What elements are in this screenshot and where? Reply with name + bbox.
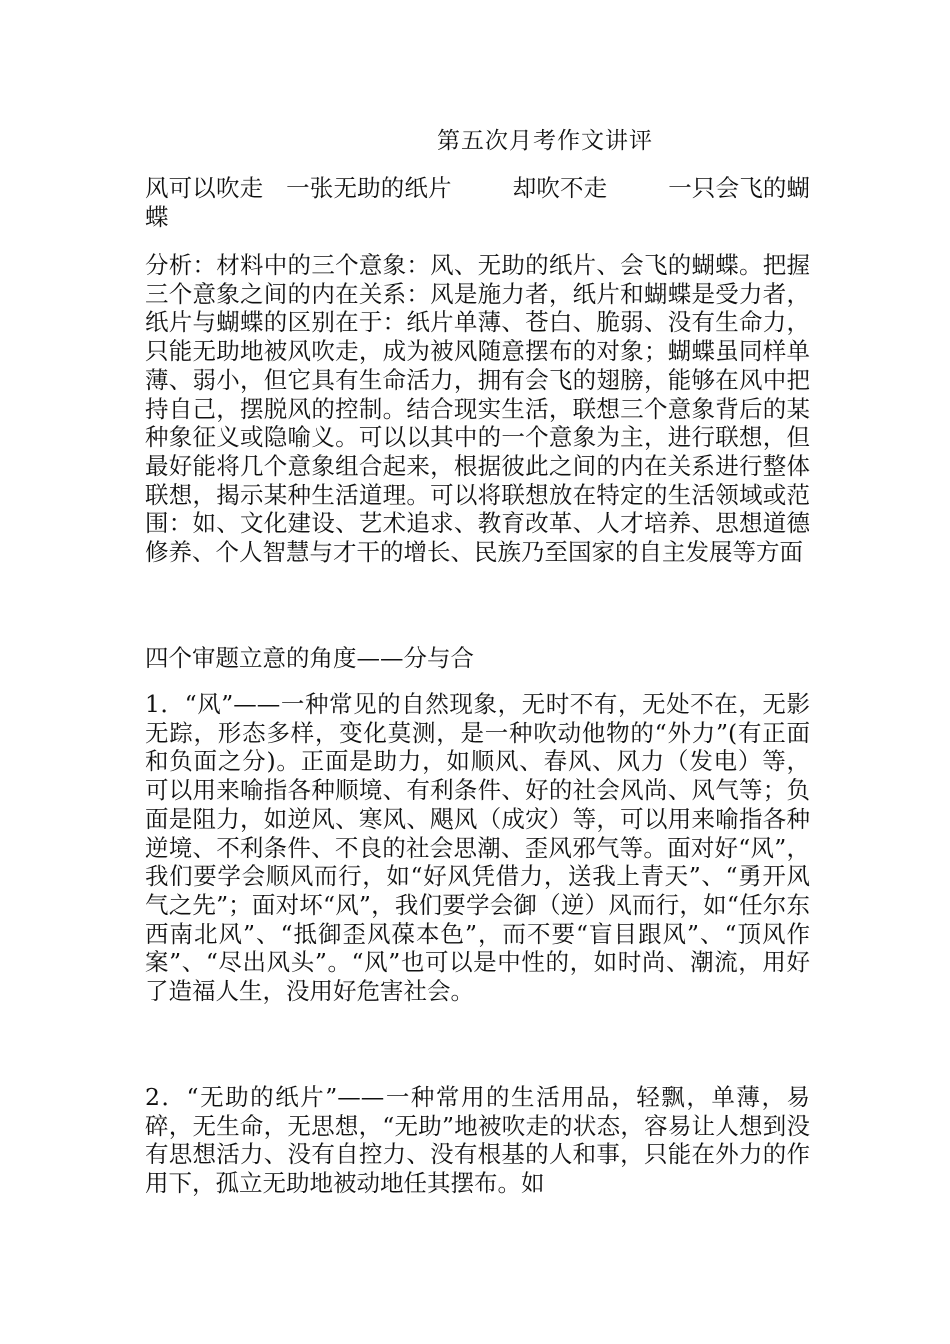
point-1-paragraph: 1．“风”——一种常见的自然现象，无时不有，无处不在，无影无踪，形态多样，变化莫测，是一种吹动他物的“外力”(有正面和负面之分)。正面是助力，如顺风、春风、风力（发电）等，可以用来喻指各种顺境、有利条件、好的社会风尚、风气等；负面是阻力，如逆风、寒风、飓风（成灾）等，可以用来喻指各种逆境、不利条件、不良的社会思潮、歪风邪气等。面对好“风”，我们要学会顺风而行，如“好风凭借力，送我上青天”、“勇开风气之先”；面对坏“风”，我们要学会御（逆）风而行，如“任尔东西南北风”、“抵御歪风葆本色”，而不要“盲目跟风”、“顶风作案”、“尽出风头”。“风”也可以是中性的，如时尚、潮流，用好了造福人生，没用好危害社会。: [145, 690, 810, 1006]
prompt-part-3: 却吹不走: [512, 174, 608, 202]
prompt-part-1: 风可以吹走: [145, 174, 264, 202]
analysis-paragraph: 分析：材料中的三个意象：风、无助的纸片、会飞的蝴蝶。把握三个意象之间的内在关系：风是施力者，纸片和蝴蝶是受力者，纸片与蝴蝶的区别在于：纸片单薄、苍白、脆弱、没有生命力，只能无助地被风吹走，成为被风随意摆布的对象；蝴蝶虽同样单薄、弱小，但它具有生命活力，拥有会飞的翅膀，能够在风中把持自己，摆脱风的控制。结合现实生活，联想三个意象背后的某种象征义或隐喻义。可以以其中的一个意象为主，进行联想，但最好能将几个意象组合起来，根据彼此之间的内在关系进行整体联想，揭示某种生活道理。可以将联想放在特定的生活领域或范围：如、文化建设、艺术追求、教育改革、人才培养、思想道德修养、个人智慧与才干的增长、民族乃至国家的自主发展等方面: [145, 251, 810, 567]
section-heading: 四个审题立意的角度——分与合: [145, 644, 474, 672]
point-2-paragraph: 2．“无助的纸片”——一种常用的生活用品，轻飘，单薄，易碎，无生命，无思想，“无助”地被吹走的状态，容易让人想到没有思想活力、没有自控力、没有根基的人和事，只能在外力的作用下，孤立无助地被动地任其摆布。如: [145, 1083, 810, 1198]
prompt-part-2: 一张无助的纸片: [286, 174, 452, 202]
prompt-part-4: 一只会飞的蝴蝶: [145, 174, 811, 231]
essay-prompt: [145, 174, 810, 232]
document-title: 第五次月考作文讲评: [437, 128, 653, 154]
